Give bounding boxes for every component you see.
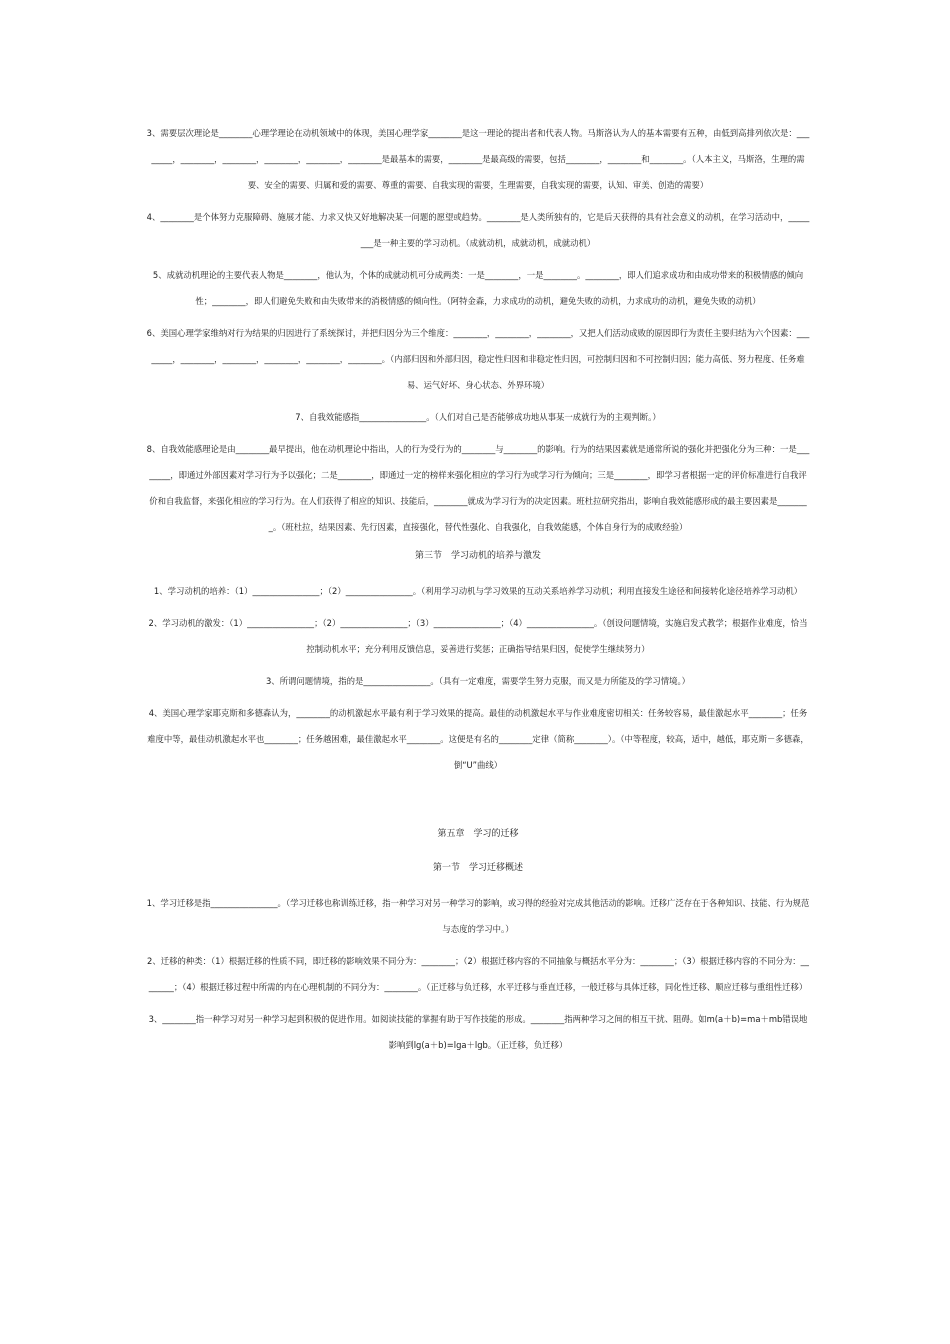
document-page bbox=[146, 120, 810, 1064]
section-heading-3: 第三节 学习动机的培养与激发 bbox=[414, 551, 541, 561]
paragraph-q8-self-efficacy-theory: 8、自我效能感理论是由________最早提出，他在动机理论中指出，人的行为受行为的________与________的影响。行为的结果因素就是通常所说的强化并把强化分为三种：一是________，即通过外部因素对学习行为予以强化；二是________，即通过一定的榜样来强化相应的学习行为或学习行为倾向；三是________，即学习者根据一定的评价标准进行自我评价和自我监督，来强化相应的学习行为。在人们获得了相应的知识、技能后，________就成为学习行为的决定因素。班杜拉研究指出，影响自我效能感形成的最主要因素是________。（班杜拉，结果因素、先行因素，直接强化，替代性强化、自我强化，自我效能感，个体自身行为的成败经验） bbox=[146, 444, 810, 532]
paragraph-c5-q2: 2、迁移的种类：（1）根据迁移的性质不同，即迁移的影响效果不同分为：________；（2）根据迁移内容的不同抽象与概括水平分为：________；（3）根据迁移内容的不同分为：________；（4）根据迁移过程中所需的内在心理机制的不同分为：________。（正迁移与负迁移，水平迁移与垂直迁移，一般迁移与具体迁移，同化性迁移、顺应迁移与重组性迁移） bbox=[147, 956, 809, 992]
paragraph-c5-q3: 3、________指一种学习对另一种学习起到积极的促进作用。如阅读技能的掌握有助于写作技能的形成。________指两种学习之间的相互干扰、阻碍。如m(a＋b)=ma＋mb错误地影响到lg(a＋b)=lga＋lgb。（正迁移，负迁移） bbox=[148, 1014, 808, 1050]
paragraph-q5-achievement-theory: 5、成就动机理论的主要代表人物是________，他认为，个体的成就动机可分成两类：一是________，一是________。________，即人们追求成功和由成功带来的积极情感的倾向性；________，即人们避免失败和由失败带来的消极情感的倾向性。（阿特金森，力求成功的动机，避免失败的动机，力求成功的动机，避免失败的动机） bbox=[152, 270, 804, 306]
paragraph-q6-attribution: 6、美国心理学家维纳对行为结果的归因进行了系统探讨，并把归因分为三个维度：________，________，________，又把人们活动成败的原因即行为责任主要归结为六个因素：________，________，________，________，________，________。（内部归因和外部归因，稳定性归因和非稳定性归因，可控制归因和不可控制归因；能力高低、努力程度、任务难易、运气好坏、身心状态、外界环境） bbox=[146, 328, 810, 390]
chapter-heading-5: 第五章 学习的迁移 bbox=[437, 829, 519, 839]
paragraph-q4-achievement-motive: 4、________是个体努力克服障碍、施展才能、力求又快又好地解决某一问题的愿望或趋势。________是人类所独有的，它是后天获得的具有社会意义的动机，在学习活动中，________是一种主要的学习动机。（成就动机，成就动机，成就动机） bbox=[146, 212, 810, 248]
paragraph-q3-need-hierarchy: 3、需要层次理论是________心理学理论在动机领域中的体现，美国心理学家________是这一理论的提出者和代表人物。马斯洛认为人的基本需要有五种，由低到高排列依次是：________，________，________，________，________，________是最基本的需要，________是最高级的需要，包括________，________和________。（人本主义，马斯洛，生理的需要、安全的需要、归属和爱的需要、尊重的需要、自我实现的需要，生理需要，自我实现的需要，认知、审美、创造的需要） bbox=[146, 128, 810, 190]
paragraph-s3-q4: 4、美国心理学家耶克斯和多德森认为，________的动机激起水平最有利于学习效果的提高。最佳的动机激起水平与作业难度密切相关：任务较容易，最佳激起水平________；任务难度中等，最佳动机激起水平也________；任务越困难，最佳激起水平________。这便是有名的________定律（简称________）。（中等程度，较高，适中，越低，耶克斯－多德森，倒“U”曲线） bbox=[147, 708, 809, 770]
paragraph-c5-q1: 1、学习迁移是指________________。（学习迁移也称训练迁移，指一种学习对另一种学习的影响，或习得的经验对完成其他活动的影响。迁移广泛存在于各种知识、技能、行为规范与态度的学习中。） bbox=[146, 898, 810, 934]
paragraph-q7-self-efficacy: 7、自我效能感指________________。（人们对自己是否能够成功地从事某一成就行为的主观判断。） bbox=[295, 412, 661, 422]
section-heading-5-1: 第一节 学习迁移概述 bbox=[432, 863, 523, 873]
paragraph-s3-q3: 3、所谓问题情境，指的是________________。（具有一定难度，需要学生努力克服，而又是力所能及的学习情境。） bbox=[265, 676, 691, 686]
paragraph-s3-q1: 1、学习动机的培养：（1）________________；（2）________________。（利用学习动机与学习效果的互动关系培养学习动机；利用直接发生途径和间接转化途径培养学习动机） bbox=[153, 586, 803, 596]
paragraph-s3-q2: 2、学习动机的激发：（1）________________；（2）________________；（3）________________；（4）________________。（创设问题情境，实施启发式教学；根据作业难度，恰当控制动机水平；充分利用反馈信息，妥善进行奖惩；正确指导结果归因，促使学生继续努力） bbox=[148, 618, 808, 654]
